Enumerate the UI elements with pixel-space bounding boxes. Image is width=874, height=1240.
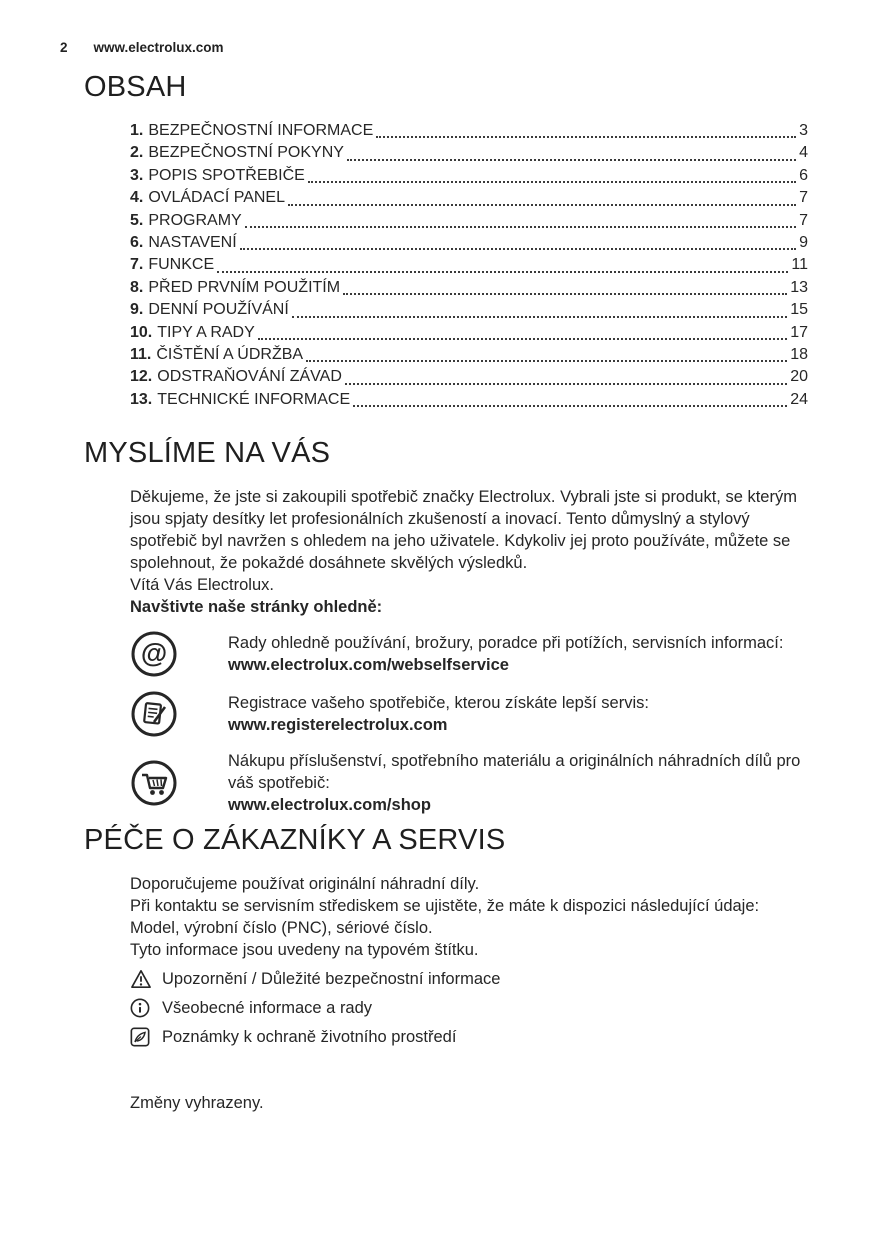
svg-text:@: @	[140, 638, 168, 669]
toc-item	[130, 322, 808, 344]
toc-leader-dots	[345, 383, 787, 385]
link-url: www.electrolux.com/webselfservice	[228, 656, 509, 675]
link-url: www.electrolux.com/shop	[228, 796, 431, 815]
toc-item-label: NASTAVENÍ	[148, 234, 237, 252]
toc-item	[130, 165, 808, 187]
toc-item-page: 4	[799, 144, 808, 162]
toc-leader-dots	[306, 360, 787, 362]
welcome-line: Vítá Vás Electrolux.	[130, 576, 274, 595]
toc-item-text	[130, 120, 373, 142]
toc-item-text	[130, 366, 342, 388]
toc-item-number: 12.	[130, 368, 153, 386]
toc-item-page: 13	[790, 278, 808, 296]
toc-leader-dots	[240, 248, 796, 250]
toc-item	[130, 254, 808, 276]
note-text: Poznámky k ochraně životního prostředí	[162, 1028, 457, 1047]
toc-item-text	[130, 389, 350, 411]
toc-item-page: 15	[790, 301, 808, 319]
toc-list	[130, 120, 808, 411]
link-description: Rady ohledně používání, brožury, poradce při potížích, servisních informací:	[228, 634, 784, 653]
link-row-shop	[130, 750, 808, 816]
toc-item-text	[130, 254, 214, 276]
register-product-icon	[130, 690, 178, 738]
toc-item-number: 9.	[130, 301, 144, 319]
toc-item-text	[130, 187, 285, 209]
toc-item-text	[130, 142, 344, 164]
site-url: www.electrolux.com	[93, 40, 224, 55]
toc-item-label: DENNÍ POUŽÍVÁNÍ	[148, 301, 289, 319]
link-text	[228, 750, 808, 816]
web-selfservice-icon	[130, 630, 178, 678]
care-title: PÉČE O ZÁKAZNÍKY A SERVIS	[84, 824, 506, 857]
info-note	[130, 997, 808, 1019]
care-line-2: Při kontaktu se servisním střediskem se ujistěte, že máte k dispozici následující údaje: Model, výrobní číslo (PNC), sériové číslo.	[130, 897, 760, 938]
toc-item-text	[130, 165, 305, 187]
toc-item-page: 3	[799, 122, 808, 139]
toc-item-number: 10.	[130, 323, 153, 341]
toc-item-number: 13.	[130, 390, 153, 408]
toc-item	[130, 142, 808, 164]
toc-item-number: 8.	[130, 278, 144, 296]
toc-item-text	[130, 322, 255, 344]
toc-item	[130, 277, 808, 299]
link-row-webselfservice	[130, 630, 808, 678]
info-icon	[130, 998, 152, 1018]
toc-item-label: ČIŠTĚNÍ A ÚDRŽBA	[156, 346, 304, 364]
toc-item-page: 7	[799, 211, 808, 229]
toc-item	[130, 210, 808, 232]
toc-item-number: 3.	[130, 166, 144, 184]
toc-item-number: 6.	[130, 234, 144, 252]
toc-item-text	[130, 210, 242, 232]
toc-leader-dots	[292, 316, 787, 318]
warning-icon	[130, 969, 152, 989]
toc-leader-dots	[353, 405, 787, 407]
toc-leader-dots	[245, 226, 796, 228]
intro-paragraph: Děkujeme, že jste si zakoupili spotřebič značky Electrolux. Vybrali jste si produkt, se kterým jsou spjaty desítky let profesionálních zkušeností a inovací. Tento důmyslný a stylový spotřebič byl navržen s ohledem na jeho uživatele. Kdykoliv jej proto používáte, můžete se spolehnout, že pokaždé dosáhnete skvělých výsledků.	[130, 488, 797, 573]
toc-item-label: BEZPEČNOSTNÍ POKYNY	[148, 144, 344, 162]
toc-item	[130, 232, 808, 254]
toc-item-text	[130, 344, 303, 366]
toc-leader-dots	[308, 181, 796, 183]
link-row-register	[130, 690, 808, 738]
toc-item-label: OVLÁDACÍ PANEL	[148, 189, 285, 207]
note-text: Upozornění / Důležité bezpečnostní informace	[162, 970, 501, 989]
eco-icon	[130, 1027, 152, 1047]
toc-item-page: 18	[790, 346, 808, 364]
toc-item	[130, 120, 808, 142]
toc-item-label: PROGRAMY	[148, 211, 242, 229]
think-title: MYSLÍME NA VÁS	[84, 437, 331, 470]
toc-item-label: TIPY A RADY	[157, 323, 255, 341]
toc-item-number: 7.	[130, 256, 144, 274]
page-number: 2	[60, 40, 68, 55]
changes-reserved-note: Změny vyhrazeny.	[130, 1094, 264, 1113]
toc-item-page: 11	[791, 256, 808, 274]
page-header	[60, 40, 810, 55]
toc-item-page: 6	[799, 166, 808, 184]
toc-item-label: POPIS SPOTŘEBIČE	[148, 166, 305, 184]
toc-item	[130, 389, 808, 411]
care-line-1: Doporučujeme používat originální náhradní díly.	[130, 875, 480, 894]
toc-item	[130, 299, 808, 321]
toc-leader-dots	[217, 271, 788, 273]
link-text	[228, 632, 783, 676]
toc-leader-dots	[347, 159, 796, 161]
toc-title: OBSAH	[84, 71, 187, 103]
toc-item-text	[130, 277, 340, 299]
shop-cart-icon	[130, 759, 178, 807]
toc-item-label: ODSTRAŇOVÁNÍ ZÁVAD	[157, 368, 342, 386]
link-description: Registrace vašeho spotřebiče, kterou získáte lepší servis:	[228, 694, 649, 713]
toc-item-label: TECHNICKÉ INFORMACE	[157, 390, 351, 408]
warning-note	[130, 968, 808, 990]
toc-leader-dots	[258, 338, 787, 340]
link-url: www.registerelectrolux.com	[228, 716, 448, 735]
toc-item-label: FUNKCE	[148, 256, 215, 274]
toc-item-text	[130, 299, 289, 321]
toc-item-label: PŘED PRVNÍM POUŽITÍM	[148, 278, 341, 296]
toc-item-number: 1.	[130, 122, 144, 139]
link-text	[228, 692, 649, 736]
toc-leader-dots	[343, 293, 787, 295]
toc-item-page: 7	[799, 189, 808, 207]
visit-label: Navštivte naše stránky ohledně:	[130, 598, 383, 617]
toc-item-number: 2.	[130, 144, 144, 162]
toc-leader-dots	[288, 204, 796, 206]
toc-item-page: 17	[790, 323, 808, 341]
toc-item-page: 20	[790, 368, 808, 386]
link-description: Nákupu příslušenství, spotřebního materiálu a originálních náhradních dílů pro váš spotřebič:	[228, 752, 801, 793]
toc-item-number: 11.	[130, 346, 152, 364]
toc-item-page: 9	[799, 234, 808, 252]
care-line-3: Tyto informace jsou uvedeny na typovém štítku.	[130, 941, 479, 960]
toc-item-label: BEZPEČNOSTNÍ INFORMACE	[148, 122, 374, 139]
eco-note	[130, 1026, 808, 1048]
toc-item-number: 4.	[130, 189, 144, 207]
toc-item	[130, 366, 808, 388]
toc-item-number: 5.	[130, 211, 144, 229]
toc-item-page: 24	[790, 390, 808, 408]
toc-item	[130, 187, 808, 209]
toc-leader-dots	[376, 136, 796, 138]
toc-item-text	[130, 232, 237, 254]
toc-item	[130, 344, 808, 366]
note-text: Všeobecné informace a rady	[162, 999, 373, 1018]
